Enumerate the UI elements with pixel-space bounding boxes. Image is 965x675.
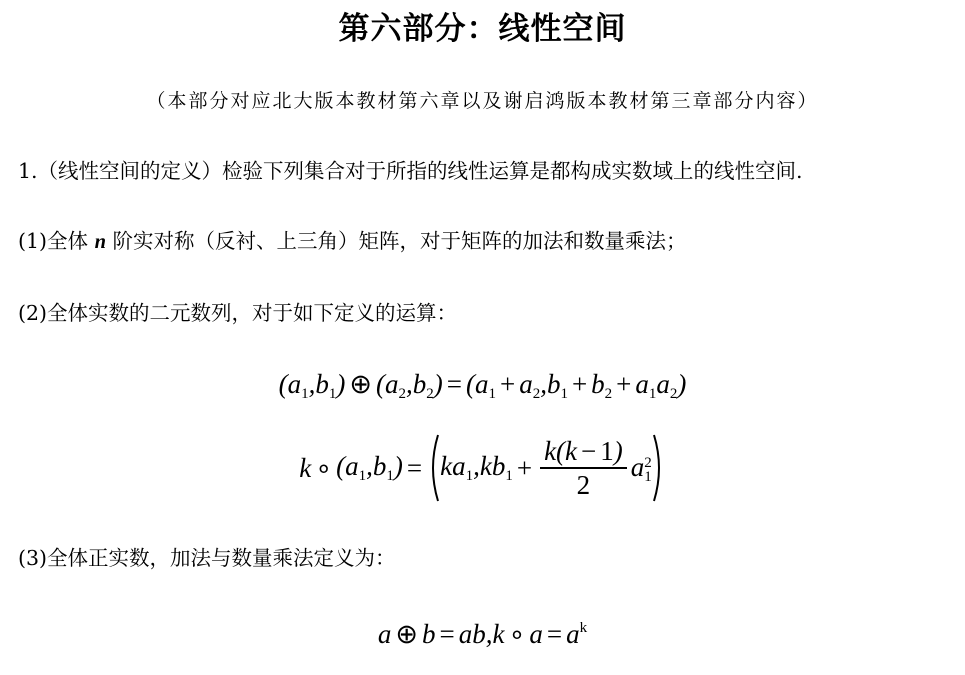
item-1-suffix: 阶实对称（反衬、上三角）矩阵，对于矩阵的加法和数量乘法；: [105, 229, 687, 253]
problem-1-item-2: (2)全体实数的二元数列，对于如下定义的运算：: [18, 301, 458, 325]
formula-addition: $(a_1,b_1)$ ⊕ $(a_2,b_2) = (a_1 + a_2,b_1 + b_2 + a_1a_2)$: [278, 369, 687, 402]
item-1-variable: n: [94, 231, 106, 253]
problem-1-item-1: [18, 226, 686, 257]
page-subtitle: （本部分对应北大版本教材第六章以及谢启鸿版本教材第三章部分内容）: [146, 90, 819, 112]
fraction: $\frac{k(k - 1)}{2}$: [540, 435, 627, 501]
formula-positive-reals: a ⊕ b = ab,k ∘ $a = a^k$: [377, 619, 588, 649]
formula-scalar-multiplication: k ∘ $(a_1,b_1)$ = $ka_1,kb_1$ + $\frac{k(k - 1)}{2}$ a 2 1: [0, 430, 965, 506]
item-1-prefix: (1)全体: [18, 229, 95, 253]
right-paren-icon: [652, 433, 666, 503]
problem-1-item-3: (3)全体正实数，加法与数量乘法定义为：: [18, 546, 396, 570]
left-paren-icon: [426, 433, 440, 503]
page-title: 第六部分：线性空间: [338, 11, 627, 47]
problem-1-intro: 1.（线性空间的定义）检验下列集合对于所指的线性运算是都构成实数域上的线性空间.: [18, 159, 803, 183]
